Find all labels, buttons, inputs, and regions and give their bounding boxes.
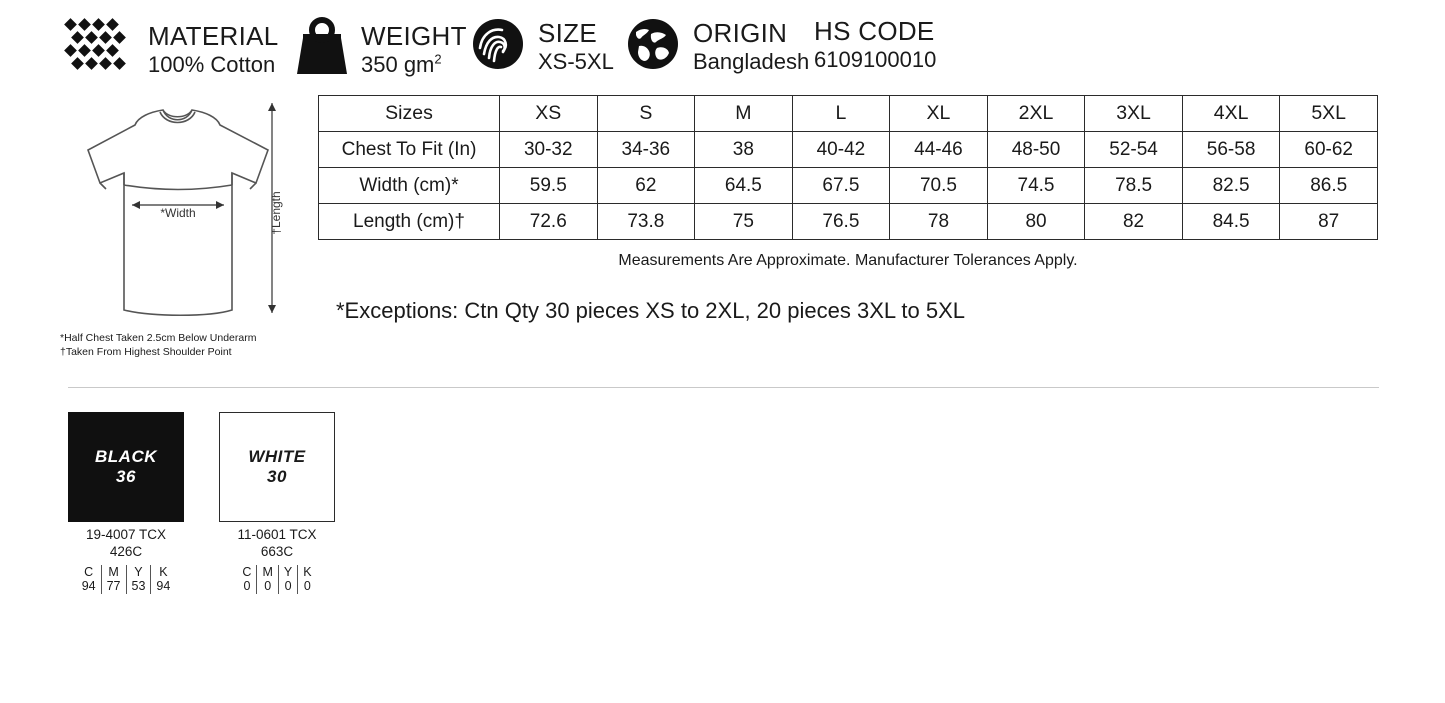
table-cell: 59.5 (500, 168, 598, 204)
spec-value-text: 350 gm (361, 51, 435, 77)
table-header-cell: S (597, 96, 695, 132)
cmyk-value: 0 (303, 579, 311, 594)
cmyk-label: C (84, 565, 94, 580)
spec-title: ORIGIN (693, 17, 788, 48)
table-cell: 52-54 (1085, 132, 1183, 168)
table-header-cell: 3XL (1085, 96, 1183, 132)
color-swatches (0, 388, 1445, 594)
table-cell: 64.5 (695, 168, 793, 204)
width-label: *Width (160, 206, 196, 220)
cmyk-label: Y (134, 565, 143, 580)
table-cell: 82 (1085, 204, 1183, 240)
size-table (318, 95, 1378, 240)
size-table-column (300, 95, 1445, 359)
table-cell: 75 (695, 204, 793, 240)
cmyk-label: M (262, 565, 273, 580)
table-header-cell: 4XL (1182, 96, 1280, 132)
cmyk-label: M (108, 565, 119, 580)
chip-tcx: 11-0601 TCX (237, 527, 317, 543)
exceptions-note: *Exceptions: Ctn Qty 30 pieces XS to 2XL, 20 pieces 3XL to 5XL (336, 298, 965, 323)
spec-title: MATERIAL (148, 20, 279, 51)
spec-value: Bangladesh (693, 48, 810, 74)
table-header-cell: XS (500, 96, 598, 132)
spec-size (470, 16, 625, 77)
table-row (319, 168, 1378, 204)
table-cell: 78.5 (1085, 168, 1183, 204)
cmyk-cell (126, 565, 151, 594)
cmyk-value: 0 (243, 579, 251, 594)
table-cell: 60-62 (1280, 132, 1378, 168)
spec-value: 100% Cotton (148, 51, 276, 77)
table-cell: 82.5 (1182, 168, 1280, 204)
cmyk-label: C (242, 565, 252, 580)
tee-footnote-width: *Half Chest Taken 2.5cm Below Underarm (60, 332, 257, 344)
spec-material (60, 16, 295, 83)
chip-name: BLACK (95, 447, 157, 467)
color-chip[interactable] (68, 412, 184, 522)
table-cell: 34-36 (597, 132, 695, 168)
color-chip[interactable] (219, 412, 335, 522)
chip-pantone: 663C (260, 544, 294, 560)
cmyk-cell (256, 565, 277, 594)
table-cell: 80 (987, 204, 1085, 240)
tee-diagram-column (0, 95, 300, 359)
cmyk-cell (237, 565, 256, 594)
table-header-cell: M (695, 96, 793, 132)
chip-number: 36 (116, 466, 136, 486)
tshirt-illustration (60, 95, 300, 330)
chip-name: WHITE (248, 447, 306, 467)
table-header-cell: 2XL (987, 96, 1085, 132)
table-row-label: Length (cm)† (319, 204, 500, 240)
spec-title: HS CODE (814, 16, 935, 46)
table-cell: 78 (890, 204, 988, 240)
cmyk-cell (150, 565, 175, 594)
spec-value: 6109100010 (814, 47, 937, 72)
chip-cmyk (68, 565, 184, 594)
spec-bar (0, 0, 1445, 83)
table-cell: 76.5 (792, 204, 890, 240)
table-row-label: Chest To Fit (In) (319, 132, 500, 168)
cmyk-cell (77, 565, 101, 594)
spec-hscode (814, 16, 936, 73)
spec-title: SIZE (538, 17, 597, 48)
table-cell: 70.5 (890, 168, 988, 204)
table-cell: 87 (1280, 204, 1378, 240)
spec-value (361, 52, 442, 77)
spec-weight (295, 16, 470, 83)
table-cell: 62 (597, 168, 695, 204)
chip-number: 30 (267, 466, 287, 486)
table-cell: 44-46 (890, 132, 988, 168)
table-cell: 84.5 (1182, 204, 1280, 240)
cmyk-cell (278, 565, 297, 594)
table-row-label: Width (cm)* (319, 168, 500, 204)
weight-icon (295, 16, 349, 83)
tee-diagram (60, 95, 290, 325)
spec-title: WEIGHT (361, 20, 467, 51)
chip-codes (219, 527, 335, 561)
chip-cmyk (219, 565, 335, 594)
cmyk-value: 94 (81, 579, 96, 594)
table-cell: 73.8 (597, 204, 695, 240)
swatch-white (219, 412, 335, 594)
table-header-cell: XL (890, 96, 988, 132)
tee-footnotes (60, 331, 290, 359)
table-note: Measurements Are Approximate. Manufacturer Tolerances Apply. (618, 252, 1078, 269)
chip-tcx: 19-4007 TCX (85, 527, 167, 543)
globe-icon (625, 16, 681, 77)
table-cell: 86.5 (1280, 168, 1378, 204)
spec-value-sup: 2 (434, 51, 442, 67)
table-header-cell: L (792, 96, 890, 132)
length-label: †Length (269, 191, 283, 235)
table-row (319, 132, 1378, 168)
table-header-cell: 5XL (1280, 96, 1378, 132)
cmyk-cell (297, 565, 316, 594)
chip-pantone: 426C (109, 544, 143, 560)
size-label-icon (470, 16, 526, 77)
spec-value: XS-5XL (538, 48, 614, 74)
cmyk-label: K (159, 565, 168, 580)
table-row (319, 204, 1378, 240)
tee-footnote-length: †Taken From Highest Shoulder Point (60, 346, 232, 359)
cmyk-label: Y (283, 565, 293, 580)
cmyk-cell (101, 565, 126, 594)
cmyk-value: 53 (131, 579, 146, 594)
fabric-weave-icon (60, 16, 136, 83)
cmyk-value: 94 (156, 579, 171, 594)
table-cell: 74.5 (987, 168, 1085, 204)
middle-section (0, 83, 1445, 359)
chip-codes (68, 527, 184, 561)
table-cell: 56-58 (1182, 132, 1280, 168)
cmyk-value: 77 (106, 579, 121, 594)
table-cell: 48-50 (987, 132, 1085, 168)
spec-origin (625, 16, 810, 77)
swatch-black (68, 412, 184, 594)
cmyk-value: 0 (264, 579, 272, 594)
cmyk-value: 0 (284, 579, 292, 594)
table-cell: 67.5 (792, 168, 890, 204)
cmyk-label: K (303, 565, 312, 580)
table-header-row (319, 96, 1378, 132)
table-cell: 40-42 (792, 132, 890, 168)
table-cell: 72.6 (500, 204, 598, 240)
table-cell: 38 (695, 132, 793, 168)
table-header-cell: Sizes (319, 96, 500, 132)
table-cell: 30-32 (500, 132, 598, 168)
